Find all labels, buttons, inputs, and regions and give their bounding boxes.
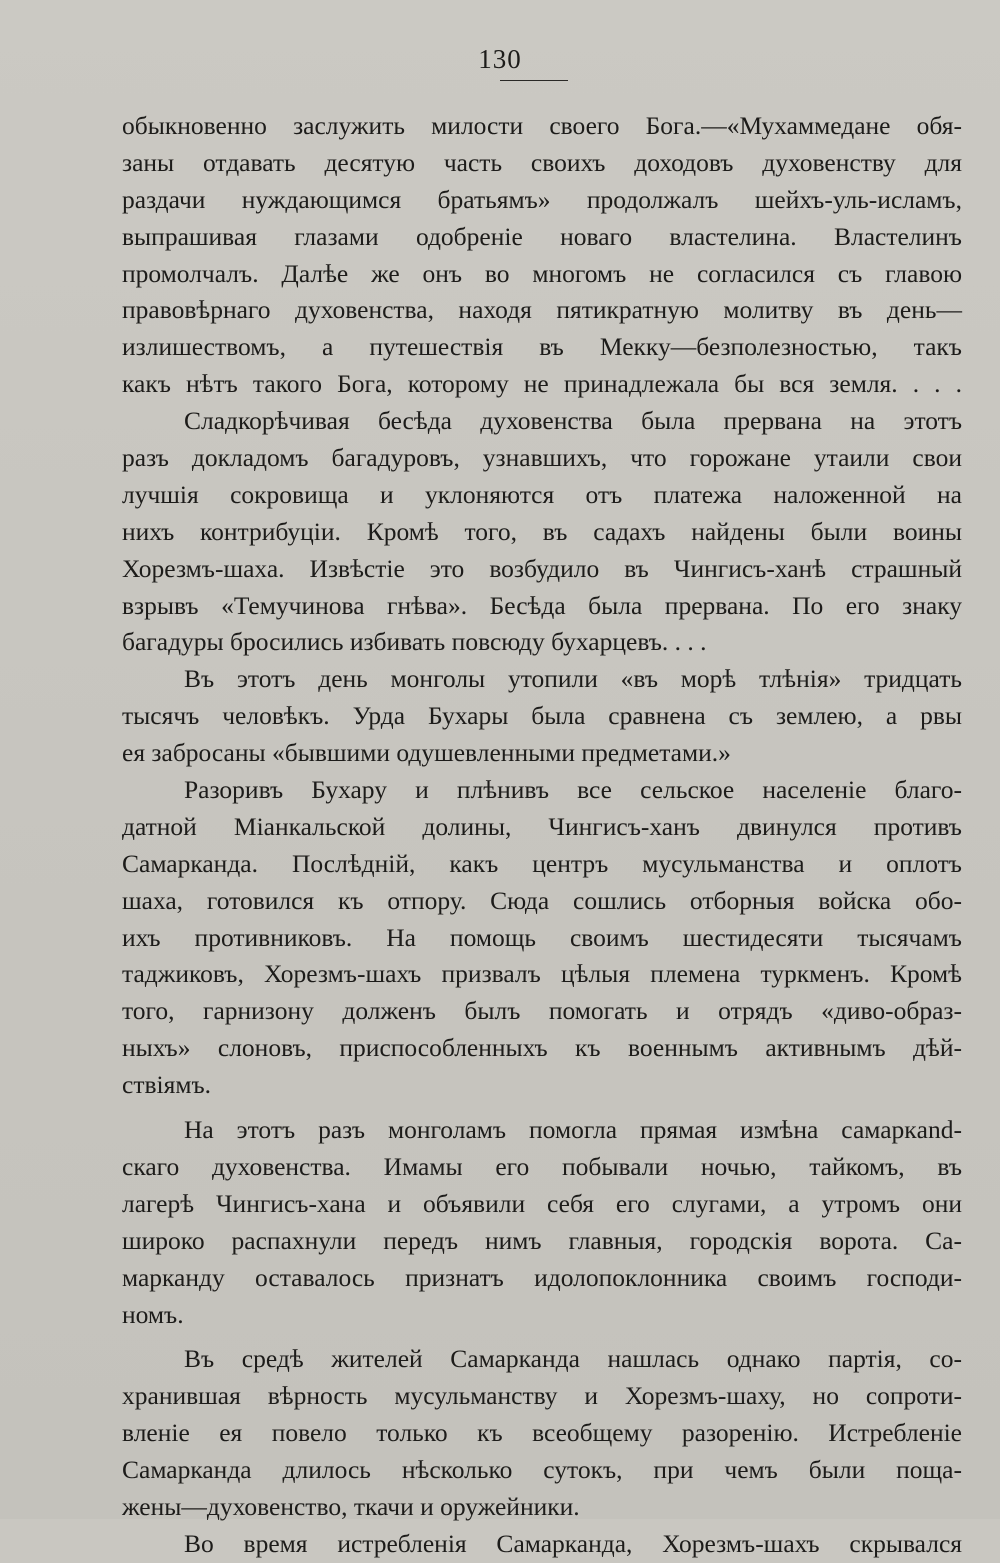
paragraph-first-line: На этотъ разъ монголамъ помогла прямая измѣна самаркand-	[184, 1115, 962, 1145]
text-line: того, гарнизону долженъ былъ помогать и отрядъ «диво-образ-	[122, 996, 962, 1026]
text-line: взрывъ «Темучинова гнѣва». Бесѣда была прервана. По его знаку	[122, 590, 962, 620]
text-line: Самарканда длилось нѣсколько сутокъ, при чемъ были поща-	[122, 1455, 962, 1485]
text-line: разъ докладомъ багадуровъ, узнавшихъ, что горожане утаили свои	[122, 443, 962, 473]
text-line: марканду оставалось признатъ идолопоклонника своимъ господи-	[122, 1262, 962, 1292]
paragraph-first-line: Разоривъ Бухару и плѣнивъ все сельское населеніе благо-	[184, 775, 962, 805]
paragraph-first-line: Сладкорѣчивая бесѣда духовенства была прервана на этотъ	[184, 406, 962, 436]
text-line: выпрашивая глазами одобреніе новаго властелина. Властелинъ	[122, 221, 962, 251]
text-line: тысячъ человѣкъ. Урда Бухары была сравнена съ землею, а рвы	[122, 701, 962, 731]
text-line: ихъ противниковъ. На помощь своимъ шестидесяти тысячамъ	[122, 922, 962, 952]
paragraph-last-line: багадуры бросились избивать повсюду бухарцевъ. . . .	[122, 627, 707, 657]
text-line: заны отдавать десятую часть своихъ доходовъ духовенству для	[122, 147, 962, 177]
paragraph-last-line: номъ.	[122, 1299, 184, 1329]
text-line: ныхъ» слоновъ, приспособленныхъ къ военнымъ активнымъ дѣй-	[122, 1033, 962, 1063]
text-line: промолчалъ. Далѣе же онъ во многомъ не согласился съ главою	[122, 258, 962, 288]
text-line: Хорезмъ-шаха. Извѣстіе это возбудило въ Чингисъ-ханѣ страшный	[122, 553, 962, 583]
text-line: нихъ контрибуціи. Кромѣ того, въ садахъ найдены были воины	[122, 516, 962, 546]
text-line: обыкновенно заслужить милости своего Бога.—«Мухаммедане обя-	[122, 111, 962, 140]
text-line: лагерѣ Чингисъ-хана и объявили себя его слугами, а утромъ они	[122, 1188, 962, 1218]
text-line: раздачи нуждающимся братьямъ» продолжалъ шейхъ-уль-исламъ,	[122, 184, 962, 214]
text-line: излишествомъ, а путешествія въ Мекку—безполезностью, такъ	[122, 332, 962, 362]
body-text	[122, 108, 962, 1563]
text-line: какъ нѣтъ такого Бога, которому не принадлежала бы вся земля. . . .	[122, 369, 962, 399]
paragraph-last-line: ея забросаны «бывшими одушевленными предметами.»	[122, 738, 731, 768]
text-line: правовѣрнаго духовенства, находя пятикратную молитву въ день—	[122, 295, 962, 325]
paragraph-first-line: Во время истребленія Самарканда, Хорезмъ-шахъ скрывался	[184, 1528, 962, 1558]
page-number: 130	[478, 44, 522, 74]
text-line: шаха, готовился къ отпору. Сюда сошлись отборныя войска обо-	[122, 885, 962, 915]
text-line: лучшія сокровища и уклоняются отъ платежа наложенной на	[122, 479, 962, 509]
text-line: вленіе ея повело только къ всеобщему разоренію. Истребленіе	[122, 1418, 962, 1448]
text-line: таджиковъ, Хорезмъ-шахъ призвалъ цѣлыя племена туркменъ. Кромѣ	[122, 959, 962, 989]
text-line: широко распахнули передъ нимъ главныя, городскія ворота. Са-	[122, 1225, 962, 1255]
text-line: хранившая вѣрность мусульманству и Хорезмъ-шаху, но сопроти-	[122, 1381, 962, 1411]
paragraph-first-line: Въ средѣ жителей Самарканда нашлась однако партія, со-	[184, 1344, 962, 1374]
paragraph-last-line: жены—духовенство, ткачи и оружейники.	[122, 1491, 580, 1521]
text-line: Самарканда. Послѣдній, какъ центръ мусульманства и оплотъ	[122, 848, 962, 878]
page-number-underline	[500, 80, 568, 81]
paragraph-last-line: ствіямъ.	[122, 1070, 212, 1100]
paragraph-first-line: Въ этотъ день монголы утопили «въ морѣ тлѣнія» тридцать	[184, 664, 962, 694]
text-line: датной Міанкальской долины, Чингисъ-ханъ двинулся противъ	[122, 811, 962, 841]
text-line: скаго духовенства. Имамы его побывали ночью, тайкомъ, въ	[122, 1151, 962, 1181]
